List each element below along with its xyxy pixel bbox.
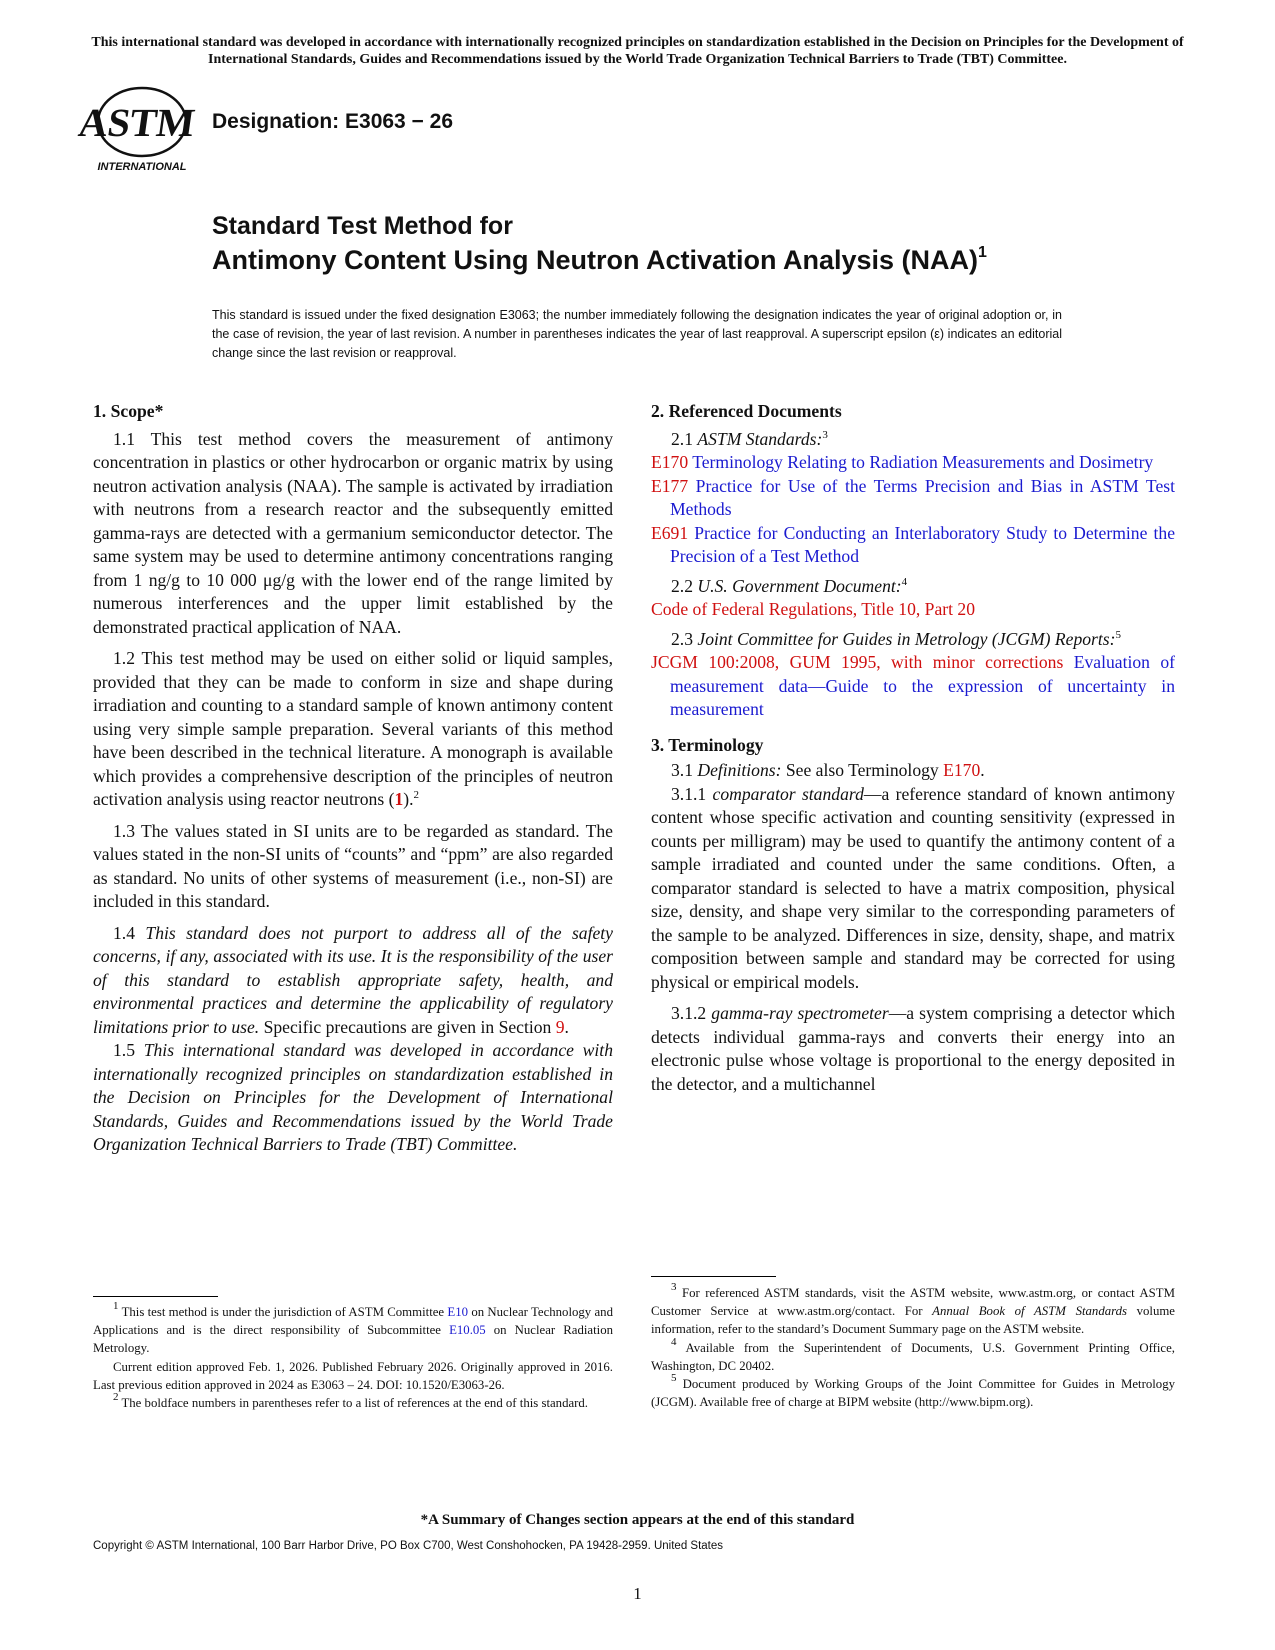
title-footnote-mark[interactable]: 1 <box>978 244 987 261</box>
section-9-link[interactable]: 9 <box>555 1016 565 1037</box>
issued-statement: This standard is issued under the fixed designation E3063; the number immediately following the designation indicates the year of original adoption or, in the case of revision, the year of last revision. A number in parentheses indicates the year of last reapproval. A superscript epsilon (ε) indicates an editorial change since the last revision or reapproval. <box>212 308 1062 360</box>
ref-jcgm[interactable]: JCGM 100:2008, GUM 1995, with minor corrections Evaluation of measurement data—Guide to the expression of uncertainty in measurement <box>651 652 1176 719</box>
footnote-1: $^1$ This test method is under the jurisdiction of ASTM Committee E10 on Nuclear Technology and Applications and is the direct responsibility of Subcommittee E10.05 on Nuclear Radiation Metrology. <box>93 1300 613 1356</box>
scope-heading: 1. Scope* <box>93 401 164 421</box>
designation: Designation: E3063 − 26 <box>212 110 454 133</box>
footnote-mark-2[interactable]: 2 <box>413 789 420 801</box>
footnote-5: $^5$ Document produced by Working Groups of the Joint Committee for Guides in Metrology (JCGM). Available free of charge at BIPM website (http://www.bipm.org). <box>651 1372 1175 1410</box>
right-column <box>651 400 1175 1104</box>
astm-logo <box>75 86 198 176</box>
footnote-3: $^3$ For referenced ASTM standards, visit the ASTM website, www.astm.org, or contact ASTM Customer Service at www.astm.org/contact. For Annual Book of ASTM Standards volume information, refer to the standard’s Document Summary page on the ASTM website. <box>651 1281 1175 1337</box>
title-line2 <box>212 245 987 276</box>
ref-cfr[interactable]: Code of Federal Regulations, Title 10, Part 20 <box>651 599 975 619</box>
term-3-1-1: 3.1.1 comparator standard—a reference standard of known antimony content whose specific activation and counting sensitivity (expressed in counts per milligram) may be used to quantify the antimony content of a sample irradiated and counted under the same conditions. Often, a comparator standard is selected to have a matrix composition, physical size, density, and shape very similar to the corresponding parameters of the sample to be analyzed. Differences in size, density, shape, and matrix composition between sample and standard may be corrected for using physical or empirical models. <box>651 783 1175 992</box>
committee-e10-link[interactable]: E10 <box>447 1305 469 1319</box>
astm-standards-subheading: 2.1 ASTM Standards:$^3$ <box>671 428 828 449</box>
page-number: 1 <box>633 1584 642 1603</box>
ref-e170[interactable]: E170 Terminology Relating to Radiation Measurements and Dosimetry <box>651 452 1154 472</box>
title-line1: Standard Test Method for <box>212 212 513 240</box>
footnote-2: $^2$ The boldface numbers in parentheses refer to a list of references at the end of this standard. <box>113 1391 589 1411</box>
left-column <box>93 400 613 1165</box>
term-3-1-2: 3.1.2 gamma-ray spectrometer—a system comprising a detector which detects individual gamma-rays and converts their energy into an electronic pulse whose voltage is proportional to the energy deposited in the detector, and a multichannel <box>651 1003 1175 1094</box>
svg-text:ASTM: ASTM <box>75 100 198 145</box>
logo-text: INTERNATIONAL <box>97 161 187 173</box>
scope-1-2: 1.2 This test method may be used on either solid or liquid samples, provided that they can be made to conform in size and shape during irradiation and counting to a standard sample of known antimony content using very simple sample preparation. Several variants of this method have been described in the technical literature. A monograph is available which provides a comprehensive description of the principles of neutron activation analysis using reactor neutrons (1).$^2$ <box>93 648 613 809</box>
scope-1-3: 1.3 The values stated in SI units are to be regarded as standard. The values stated in the non-SI units of “counts” and “ppm” are also regarded as standard. No units of other systems of measurement (i.e., non-SI) are included in this standard. <box>93 820 613 911</box>
title-text: Antimony Content Using Neutron Activation Analysis (NAA) <box>212 245 979 275</box>
footnote-rule-right <box>651 1276 776 1277</box>
summary-of-changes-note: *A Summary of Changes section appears at the end of this standard <box>420 1512 855 1528</box>
reference-link-1[interactable]: 1 <box>394 789 404 809</box>
scope-1-1: 1.1 This test method covers the measurement of antimony concentration in plastics or other hydrocarbon or organic matrix by using neutron activation analysis (NAA). The sample is activated by irradiation with neutrons from a research reactor and the subsequently emitted gamma-rays are detected with a germanium semiconductor detector. The same system may be used to determine antimony concentrations ranging from 1 ng/g to 10 000 μg/g with the lower end of the range limited by numerous interferences and the upper limit established by the demonstrated practical application of NAA. <box>93 428 613 637</box>
referenced-documents-heading: 2. Referenced Documents <box>651 401 842 421</box>
e170-link[interactable]: E170 <box>943 760 981 780</box>
terminology-heading: 3. Terminology <box>651 734 764 755</box>
footnote-rule-left <box>93 1296 218 1297</box>
scope-1-4: 1.4 This standard does not purport to address all of the safety concerns, if any, associated with its use. It is the responsibility of the user of this standard to establish appropriate safety, health, and environmental practices and determine the applicability of regulatory limitations prior to use. Specific precautions are given in Section 9. <box>93 922 613 1037</box>
jcgm-subheading: 2.3 Joint Committee for Guides in Metrology (JCGM) Reports:$^5$ <box>671 628 1121 649</box>
subcommittee-e10-05-link[interactable]: E10.05 <box>449 1323 486 1338</box>
ref-e691[interactable]: E691 Practice for Conducting an Interlaboratory Study to Determine the Precision of a Test Method <box>651 522 1175 566</box>
footnote-4: $^4$ Available from the Superintendent of Documents, U.S. Government Printing Office, Washington, DC 20402. <box>651 1335 1175 1373</box>
ref-e177[interactable]: E177 Practice for Use of the Terms Precision and Bias in ASTM Test Methods <box>651 475 1175 519</box>
scope-1-5: 1.5 This international standard was developed in accordance with internationally recognized principles on standardization established in the Decision on Principles for the Development of International Standards, Guides and Recommendations issued by the World Trade Organization Technical Barriers to Trade (TBT) Committee. <box>93 1040 613 1154</box>
edition-note: Current edition approved Feb. 1, 2026. Published February 2026. Originally approved in 2016. Last previous edition approved in 2024 as E3063 – 24. DOI: 10.1520/E3063-26. <box>93 1359 613 1392</box>
us-government-subheading: 2.2 U.S. Government Document:$^4$ <box>671 575 908 596</box>
tbt-notice: This international standard was developed in accordance with internationally recognized principles on standardization established in the Decision on Principles for the Development of International Standards, Guides and Recommendations issued by the World Trade Organization Technical Barriers to Trade (TBT) Committee. <box>91 35 1184 67</box>
copyright: Copyright © ASTM International, 100 Barr Harbor Drive, PO Box C700, West Conshohocken, PA 19428-2959. United States <box>93 1540 724 1552</box>
footnotes-right <box>651 1281 1175 1411</box>
term-3-1: 3.1 Definitions: See also Terminology E170. <box>671 760 985 780</box>
footnotes-left <box>93 1300 613 1412</box>
